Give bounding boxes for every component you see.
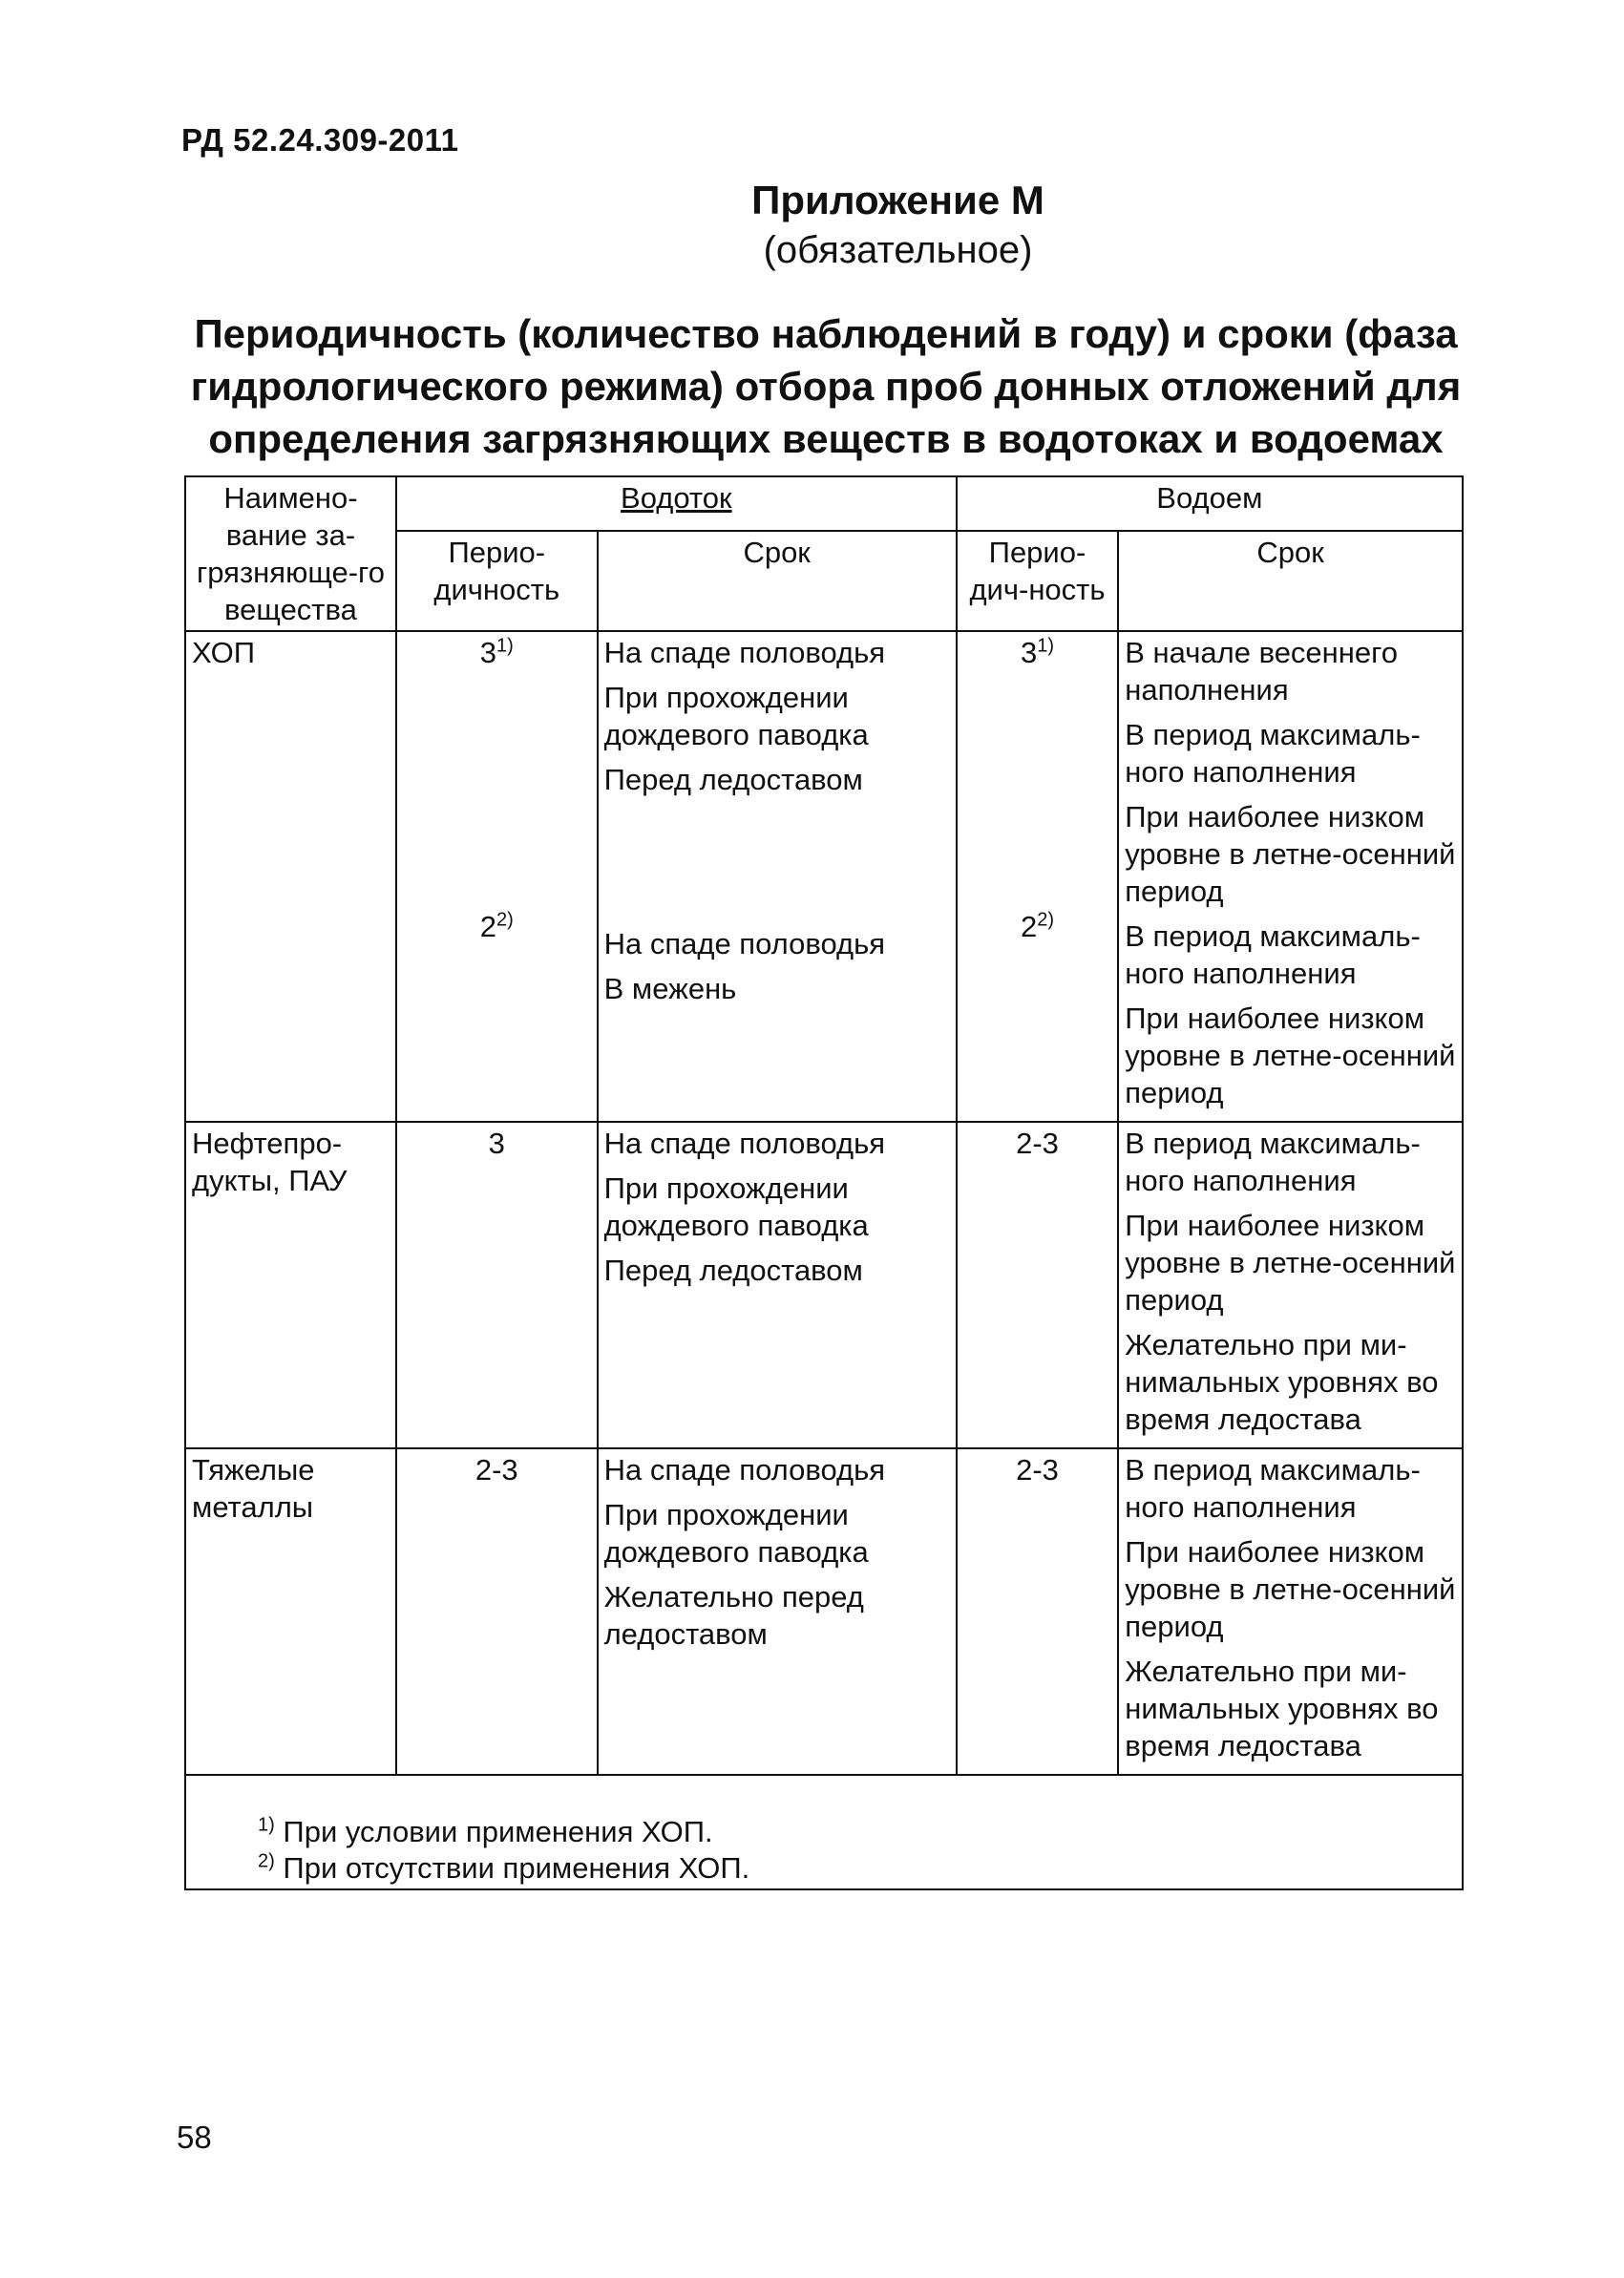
header-periodicity-reservoir: Перио-дич-ность	[957, 531, 1119, 632]
term-item: Желательно при ми-нимальных уровнях во время ледостава	[1125, 1655, 1439, 1762]
header-row-top	[185, 476, 1463, 531]
header-term-reservoir: Срок	[1118, 531, 1463, 632]
periodicity-value: 2	[1020, 910, 1038, 943]
appendix-subtitle: (обязательное)	[763, 229, 1033, 271]
term-item: При наиболее низком уровне в летне-осенний период	[1125, 800, 1456, 908]
document-code: РД 52.24.309-2011	[181, 122, 459, 158]
header-substance-name: Наимено-вание за-грязняюще-го вещества	[185, 476, 396, 631]
header-periodicity-watercourse: Перио-дичность	[396, 531, 598, 632]
table-row	[185, 1448, 1463, 1775]
page-number: 58	[177, 2120, 212, 2155]
term-item: При прохождении дождевого паводка	[603, 1171, 869, 1242]
header-reservoir: Водоем	[957, 476, 1463, 531]
periodicity-value: 2	[479, 910, 496, 943]
term-reservoir	[1118, 1122, 1463, 1448]
footnotes	[185, 1775, 1463, 1889]
table-title	[172, 307, 1480, 465]
term-item: При наиболее низком уровне в летне-осенний период	[1125, 1209, 1456, 1317]
footnote-mark: 2)	[258, 1850, 275, 1872]
sampling-schedule-table	[184, 475, 1464, 1890]
term-watercourse	[598, 1122, 957, 1448]
footnote-mark: 2)	[1037, 909, 1055, 931]
term-item: В межень	[603, 972, 737, 1005]
term-item: На спаде половодья	[603, 1127, 886, 1160]
footnote	[258, 1814, 1452, 1850]
term-reservoir	[1118, 1448, 1463, 1775]
footnote-mark: 1)	[496, 635, 514, 657]
substance-label: ХОП	[192, 636, 256, 669]
term-item: Желательно при ми-нимальных уровнях во время ледостава	[1125, 1328, 1439, 1436]
table-row	[185, 631, 1463, 1122]
term-watercourse	[598, 631, 957, 1122]
term-item: При наиболее низком уровне в летне-осенний период	[1125, 1002, 1456, 1109]
term-item: На спаде половодья	[603, 636, 886, 669]
periodicity-watercourse	[396, 631, 598, 1122]
table-row	[185, 1122, 1463, 1448]
term-item: Перед ледоставом	[603, 1254, 863, 1287]
term-item: При прохождении дождевого паводка	[603, 1498, 869, 1569]
term-item: Желательно перед ледоставом	[603, 1580, 864, 1651]
periodicity-value: 3	[1020, 636, 1038, 669]
substance-label: Нефтепро-дукты, ПАУ	[192, 1127, 348, 1197]
periodicity-reservoir: 2-3	[957, 1448, 1119, 1775]
term-item: В начале весеннего наполнения	[1125, 636, 1399, 707]
title-line: гидрологического режима) отбора проб донных отложений для	[190, 364, 1462, 409]
footnotes-row	[185, 1775, 1463, 1889]
periodicity-reservoir	[957, 631, 1119, 1122]
footnote	[258, 1850, 1452, 1887]
term-item: При прохождении дождевого паводка	[603, 681, 869, 751]
term-item: В период максималь-ного наполнения	[1125, 919, 1421, 990]
term-watercourse	[598, 1448, 957, 1775]
substance-name	[185, 631, 396, 1122]
footnote-text: При условии применения ХОП.	[283, 1815, 713, 1848]
substance-label: Тяжелые металлы	[192, 1453, 315, 1524]
term-item: В период максималь-ного наполнения	[1125, 1453, 1421, 1524]
footnote-mark: 2)	[496, 909, 514, 931]
substance-name	[185, 1122, 396, 1448]
header-term-watercourse: Срок	[598, 531, 957, 632]
term-item: На спаде половодья	[603, 1453, 886, 1487]
footnote-mark: 1)	[1037, 635, 1055, 657]
header-watercourse: Водоток	[396, 476, 957, 531]
substance-name	[185, 1448, 396, 1775]
term-reservoir	[1118, 631, 1463, 1122]
term-item: В период максималь-ного наполнения	[1125, 718, 1421, 789]
footnote-mark: 1)	[258, 1814, 275, 1836]
periodicity-watercourse: 2-3	[396, 1448, 598, 1775]
term-item: При наиболее низком уровне в летне-осенний период	[1125, 1535, 1456, 1643]
periodicity-value: 3	[479, 636, 496, 669]
title-line: Периодичность (количество наблюдений в году) и сроки (фаза	[194, 311, 1458, 356]
term-item: На спаде половодья	[603, 927, 886, 960]
appendix-title: Приложение М	[751, 178, 1044, 222]
term-item: Перед ледоставом	[603, 763, 863, 796]
periodicity-watercourse: 3	[396, 1122, 598, 1448]
term-item: В период максималь-ного наполнения	[1125, 1127, 1421, 1197]
title-line: определения загрязняющих веществ в водотоках и водоемах	[208, 416, 1444, 461]
periodicity-reservoir: 2-3	[957, 1122, 1119, 1448]
footnote-text: При отсутствии применения ХОП.	[283, 1851, 750, 1885]
